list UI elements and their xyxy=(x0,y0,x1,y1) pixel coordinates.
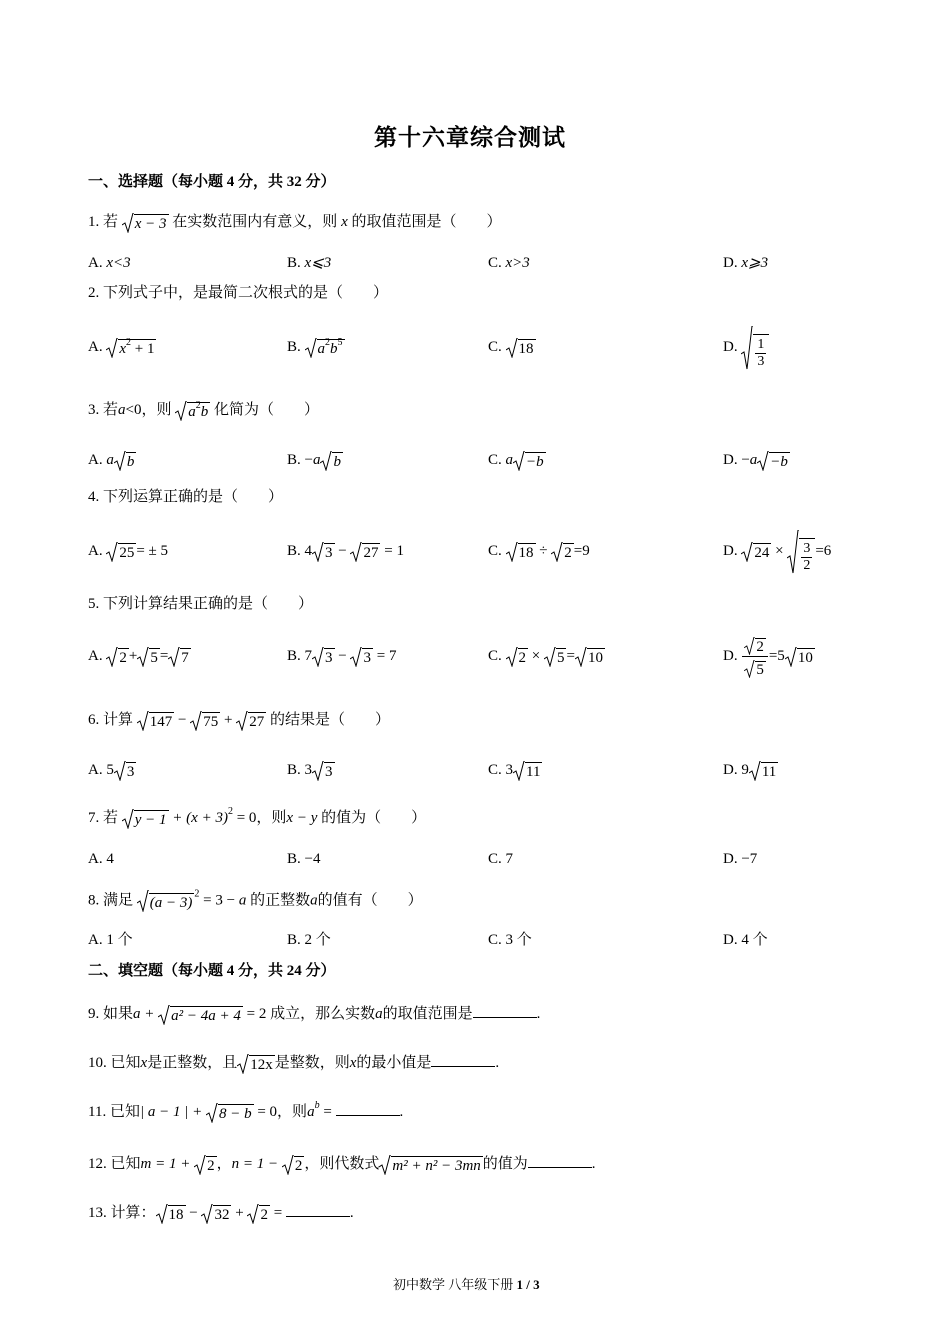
q3-option-c[interactable]: C. a −b xyxy=(488,452,544,470)
q7-option-c[interactable]: C. 7 xyxy=(488,851,514,867)
q13-answer-blank[interactable] xyxy=(286,1202,350,1217)
q11-answer-blank[interactable] xyxy=(336,1101,400,1116)
q8-option-d[interactable]: D. 4 个 xyxy=(723,932,768,948)
q2-option-d[interactable]: D. $\frac{1}{3}$ xyxy=(723,322,769,372)
q4-option-a[interactable]: A. 25 = ± 5 xyxy=(88,543,169,561)
q10-answer-blank[interactable] xyxy=(431,1052,495,1067)
q3-option-b[interactable]: B. −a b xyxy=(287,452,341,470)
q12-answer-blank[interactable] xyxy=(528,1153,592,1168)
q4-option-d[interactable]: D. 24 × $\frac{3}{2}$ =6 xyxy=(723,526,831,576)
q3-option-a[interactable]: A. a b xyxy=(88,452,135,470)
section-heading-choice: 一、选择题（每小题 4 分，共 32 分） xyxy=(88,174,336,190)
question-7: 7. 若 y − 1 + $(x + 3)^2 = 0$，则x − y 的值为（ ） xyxy=(88,806,427,828)
q7-option-a[interactable]: A. 4 xyxy=(88,851,114,867)
q7-option-d[interactable]: D. −7 xyxy=(723,851,758,867)
q5-option-d[interactable]: D. $\frac{2}{5}$ =5 10 xyxy=(723,631,815,681)
question-11: 11. 已知| a − 1 | + 8 − b = 0，则$a^b$ = . xyxy=(88,1100,404,1122)
q5-option-a[interactable]: A. 2 + 5 = 7 xyxy=(88,648,189,666)
q4-option-b[interactable]: B. 4 3 − 27 = 1 xyxy=(287,543,404,561)
question-10: 10. 已知x是正整数，且 12x 是整数，则x的最小值是 . xyxy=(88,1052,499,1074)
q6-option-b[interactable]: B. 3 3 xyxy=(287,762,333,780)
q6-option-d[interactable]: D. 9 11 xyxy=(723,762,777,780)
q8-option-c[interactable]: C. 3 个 xyxy=(488,932,532,948)
q7-option-b[interactable]: B. −4 xyxy=(287,851,321,867)
question-8: 8. 满足 (a − 3) $^2$ = 3 − a 的正整数a的值有（ ） xyxy=(88,888,423,911)
q9-answer-blank[interactable] xyxy=(473,1003,537,1018)
q6-option-c[interactable]: C. 3 11 xyxy=(488,762,541,780)
q3-option-d[interactable]: D. −a −b xyxy=(723,452,788,470)
q1-option-d[interactable]: D. x⩾3 xyxy=(723,255,769,271)
question-9: 9. 如果a + a² − 4a + 4 = 2 成立，那么实数a的取值范围是 . xyxy=(88,1003,540,1025)
q1-option-b[interactable]: B. x⩽3 xyxy=(287,255,332,271)
question-4: 4. 下列运算正确的是（ ） xyxy=(88,489,284,505)
q1-option-c[interactable]: C. x>3 xyxy=(488,255,530,271)
page-number: 1 / 3 xyxy=(516,1277,540,1292)
q5-option-b[interactable]: B. 7 3 − 3 = 7 xyxy=(287,648,397,666)
page-title: 第十六章综合测试 xyxy=(374,125,566,150)
question-1: 1. 若 x − 3 在实数范围内有意义，则 x 的取值范围是（ ） xyxy=(88,214,502,232)
q4-option-c[interactable]: C. 18 ÷ 2 =9 xyxy=(488,543,590,561)
question-2: 2. 下列式子中，是最简二次根式的是（ ） xyxy=(88,285,389,301)
q8-option-b[interactable]: B. 2 个 xyxy=(287,932,331,948)
question-12: 12. 已知m = 1 + 2 ，n = 1 − 2 ，则代数式 m² + n² − 3mn 的值为 . xyxy=(88,1153,596,1175)
q6-option-a[interactable]: A. 5 3 xyxy=(88,762,135,780)
q5-option-c[interactable]: C. 2 × 5 = 10 xyxy=(488,648,603,666)
q8-option-a[interactable]: A. 1 个 xyxy=(88,932,133,948)
question-3: 3. 若a<0，则 $a^2b$ 化简为（ ） xyxy=(88,399,320,420)
question-13: 13. 计算： 18 − 32 + 2 = . xyxy=(88,1202,354,1224)
q2-option-a[interactable]: A. $x^2 + 1$ xyxy=(88,336,155,357)
q2-option-b[interactable]: B. $a^2b^5$ xyxy=(287,336,343,357)
page-footer: 初中数学 八年级下册 1 / 3 xyxy=(393,1277,540,1292)
q1-radical: x − 3 xyxy=(122,213,169,233)
q2-option-c[interactable]: C. 18 xyxy=(488,339,534,357)
section-heading-fill: 二、填空题（每小题 4 分，共 24 分） xyxy=(88,963,336,979)
question-6: 6. 计算 147 − 75 + 27 的结果是（ ） xyxy=(88,712,390,730)
q1-num: 1. 若 xyxy=(88,214,119,230)
question-5: 5. 下列计算结果正确的是（ ） xyxy=(88,596,314,612)
q1-option-a[interactable]: A. x<3 xyxy=(88,255,131,271)
